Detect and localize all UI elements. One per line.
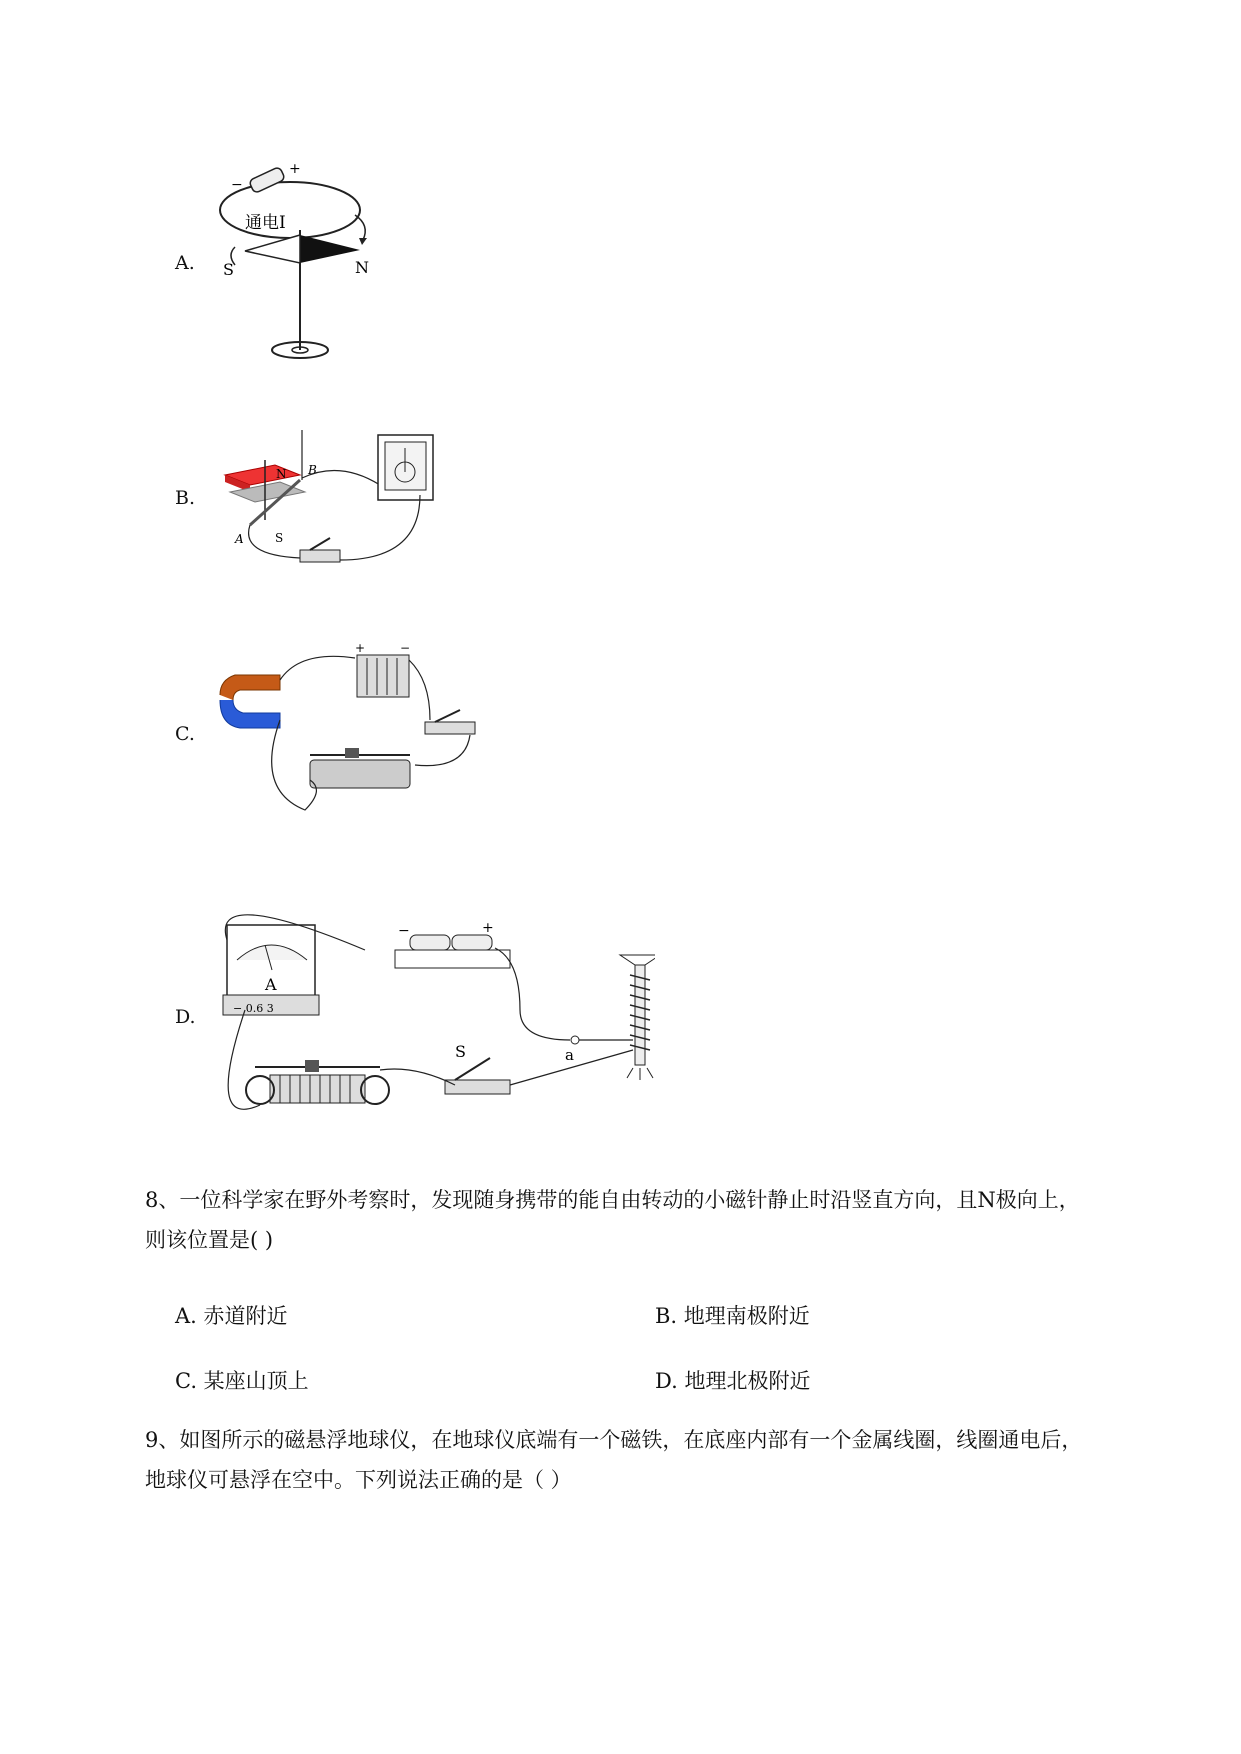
question-9-line2: 地球仪可悬浮在空中。下列说法正确的是（ ） bbox=[145, 1468, 572, 1492]
battery-icon bbox=[395, 935, 510, 968]
figure-c-magnet-circuit bbox=[215, 640, 490, 830]
figure-b-magnet-galvanometer bbox=[220, 430, 460, 580]
fig-a-plus: + bbox=[289, 161, 301, 177]
question-8-choice-b[interactable]: B. 地理南极附近 bbox=[655, 1304, 810, 1328]
figure-d-electromagnet-circuit bbox=[215, 890, 655, 1140]
option-c-label: C. bbox=[175, 723, 195, 745]
question-8-choice-d[interactable]: D. 地理北极附近 bbox=[655, 1369, 811, 1393]
fig-d-terminals: − 0.6 3 bbox=[233, 1002, 274, 1015]
option-d-label: D. bbox=[175, 1006, 196, 1028]
fig-c-plus: + bbox=[355, 641, 366, 655]
question-8-line2: 则该位置是( ) bbox=[145, 1228, 274, 1252]
question-8-choice-c[interactable]: C. 某座山顶上 bbox=[175, 1369, 309, 1393]
question-8-line1: 8、一位科学家在野外考察时，发现随身携带的能自由转动的小磁针静止时沿竖直方向，且N极向上， bbox=[145, 1188, 1080, 1212]
fig-d-plus: + bbox=[482, 920, 494, 936]
figure-a-coil-compass bbox=[205, 155, 395, 365]
battery-icon bbox=[357, 655, 409, 697]
rheostat-icon bbox=[246, 1060, 389, 1104]
fig-b-label-s: S bbox=[275, 531, 284, 545]
fig-b-label-b: B bbox=[308, 463, 317, 477]
fig-d-minus: − bbox=[398, 923, 410, 939]
battery-icon bbox=[249, 166, 286, 193]
fig-a-coil-label: 通电I bbox=[245, 213, 286, 233]
rheostat-icon bbox=[310, 748, 410, 788]
question-9-line1: 9、如图所示的磁悬浮地球仪，在地球仪底端有一个磁铁，在底座内部有一个金属线圈，线圈通电后， bbox=[145, 1428, 1083, 1452]
option-a-label: A. bbox=[175, 252, 195, 274]
fig-b-label-a: A bbox=[235, 532, 244, 546]
fig-a-minus: − bbox=[231, 177, 243, 193]
fig-a-pole-s: S bbox=[223, 260, 234, 279]
fig-d-ammeter-label: A bbox=[265, 975, 277, 994]
fig-c-minus: − bbox=[400, 641, 411, 655]
fig-a-pole-n: N bbox=[355, 258, 369, 277]
fig-d-point-a: a bbox=[565, 1046, 574, 1064]
option-b-label: B. bbox=[175, 487, 196, 509]
fig-d-switch-label: S bbox=[455, 1042, 466, 1061]
question-8-choice-a[interactable]: A. 赤道附近 bbox=[175, 1304, 288, 1328]
electromagnet-icon bbox=[620, 955, 655, 1080]
fig-b-label-n: N bbox=[276, 467, 287, 481]
